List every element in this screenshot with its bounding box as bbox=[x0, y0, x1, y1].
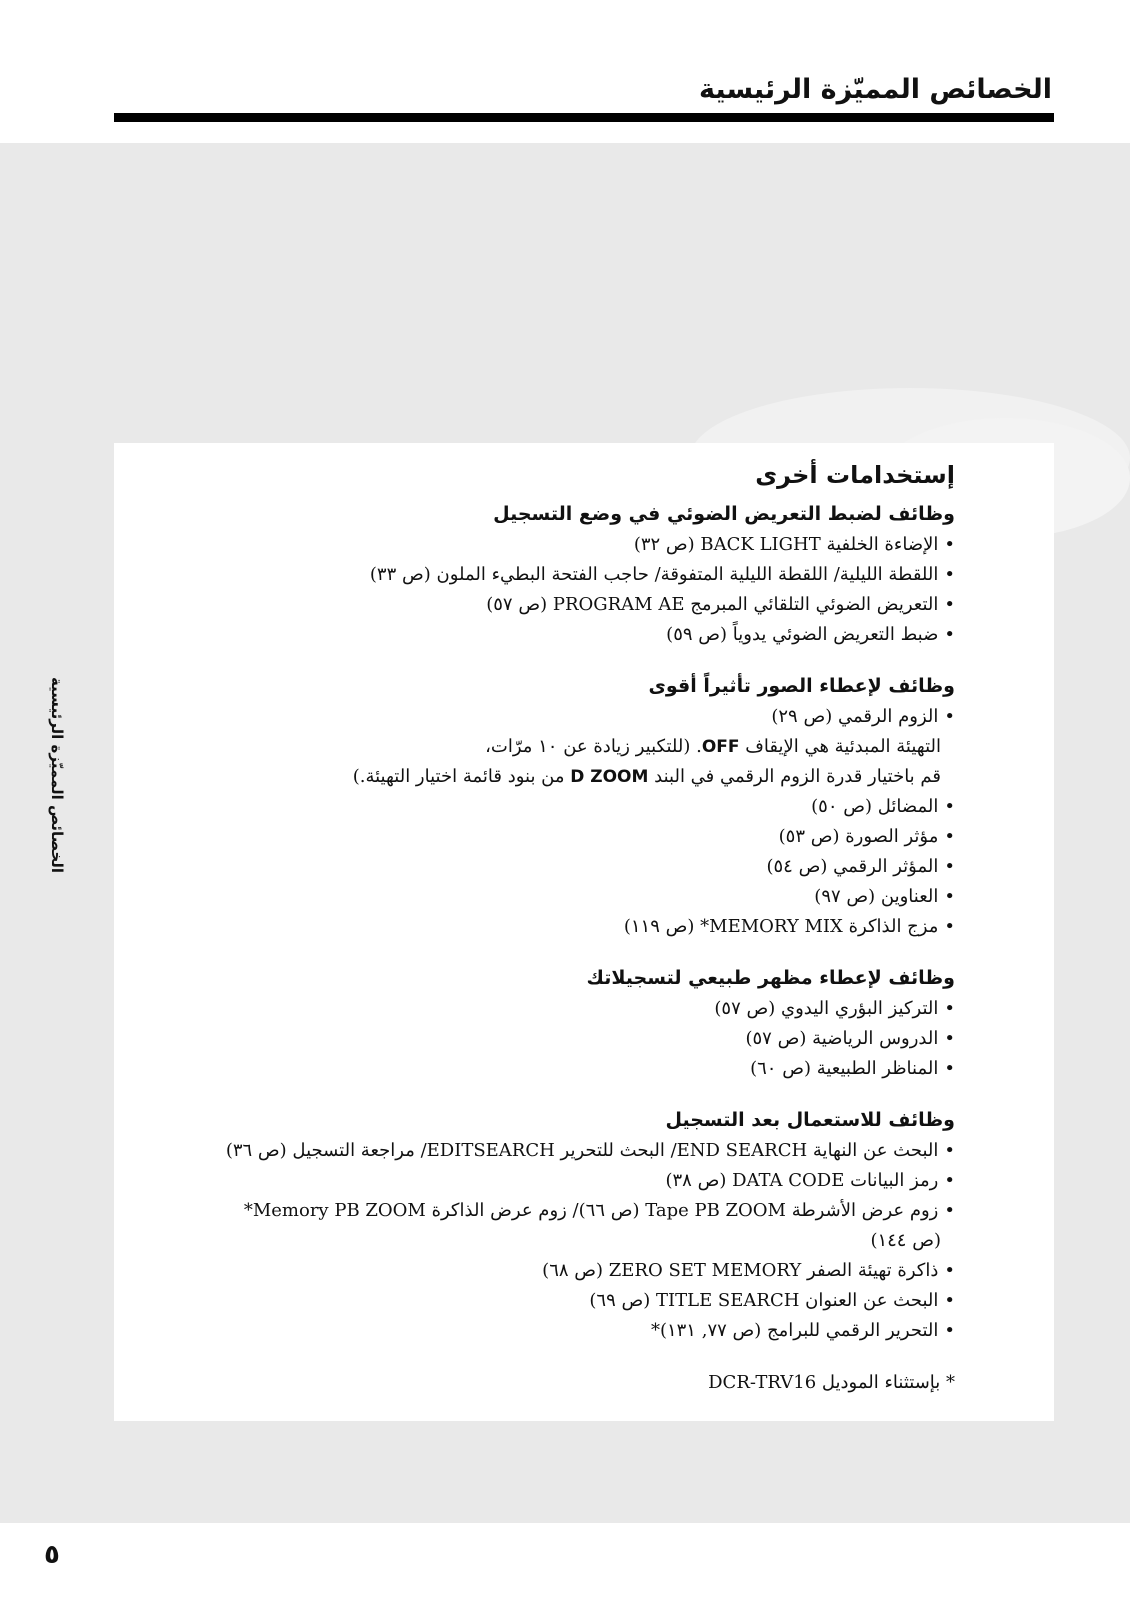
bullet: • bbox=[944, 1170, 955, 1191]
list-item bbox=[135, 882, 955, 912]
content bbox=[135, 458, 955, 1398]
item-text: رمز البيانات DATA CODE (ص ٣٨) bbox=[665, 1170, 939, 1191]
bullet: • bbox=[944, 1260, 955, 1281]
footnote: * بإستثناء الموديل DCR-TRV16 bbox=[708, 1372, 955, 1393]
section-heading: وظائف لضبط التعريض الضوئي في وضع التسجيل bbox=[493, 503, 955, 525]
list-item bbox=[135, 1316, 955, 1346]
bullet: • bbox=[944, 1200, 955, 1221]
list-item bbox=[135, 792, 955, 822]
page-number: ٥ bbox=[44, 1540, 60, 1570]
item-text: التركيز البؤري اليدوي (ص ٥٧) bbox=[714, 998, 939, 1019]
list-item bbox=[135, 912, 955, 942]
item-text: ذاكرة تهيئة الصفر ZERO SET MEMORY (ص ٦٨) bbox=[542, 1260, 939, 1281]
list-item bbox=[135, 1024, 955, 1054]
bullet: • bbox=[944, 1290, 955, 1311]
bullet: • bbox=[944, 1320, 955, 1341]
item-text: العناوين (ص ٩٧) bbox=[814, 886, 939, 907]
zoom-note-line-2 bbox=[135, 762, 955, 792]
section-heading: وظائف لإعطاء الصور تأثيراً أقوى bbox=[648, 675, 955, 697]
note-text: التهيئة المبدئية هي الإيقاف bbox=[739, 736, 941, 757]
note-text: من بنود قائمة اختيار التهيئة.) bbox=[352, 766, 571, 787]
list-item bbox=[135, 1166, 955, 1196]
item-text: البحث عن النهاية END SEARCH/ البحث للتحرير EDITSEARCH/ مراجعة التسجيل (ص ٣٦) bbox=[225, 1140, 939, 1161]
main-heading: إستخدامات أخرى bbox=[755, 461, 955, 489]
note-text: . (للتكبير زيادة عن ١٠ مرّات، bbox=[485, 736, 702, 757]
list-item bbox=[135, 1054, 955, 1084]
item-text: ضبط التعريض الضوئي يدوياً (ص ٥٩) bbox=[666, 624, 939, 645]
bullet: • bbox=[944, 1028, 955, 1049]
item-text: البحث عن العنوان TITLE SEARCH (ص ٦٩) bbox=[589, 1290, 939, 1311]
item-continuation: (ص ١٤٤) bbox=[870, 1230, 941, 1251]
item-text: الإضاءة الخلفية BACK LIGHT (ص ٣٢) bbox=[633, 534, 939, 555]
item-text: الزوم الرقمي (ص ٢٩) bbox=[771, 706, 939, 727]
note-keyword: OFF bbox=[701, 737, 740, 757]
bullet: • bbox=[944, 534, 955, 555]
list-item bbox=[135, 620, 955, 650]
item-text: التحرير الرقمي للبرامج (ص ٧٧, ١٣١)* bbox=[650, 1320, 939, 1341]
note-text: قم باختيار قدرة الزوم الرقمي في البند bbox=[648, 766, 941, 787]
bullet: • bbox=[944, 826, 955, 847]
bullet: • bbox=[944, 1058, 955, 1079]
item-text: المضائل (ص ٥٠) bbox=[811, 796, 939, 817]
page-header-title: الخصائص المميّزة الرئيسية bbox=[699, 74, 1052, 105]
list-item bbox=[135, 530, 955, 560]
bullet: • bbox=[944, 624, 955, 645]
list-item bbox=[135, 590, 955, 620]
list-item bbox=[135, 1196, 955, 1226]
item-text: الدروس الرياضية (ص ٥٧) bbox=[745, 1028, 939, 1049]
section-natural bbox=[135, 962, 955, 1084]
bullet: • bbox=[944, 594, 955, 615]
item-text: مزج الذاكرة MEMORY MIX* (ص ١١٩) bbox=[623, 916, 939, 937]
list-item bbox=[135, 702, 955, 732]
bullet: • bbox=[944, 564, 955, 585]
item-text: المؤثر الرقمي (ص ٥٤) bbox=[766, 856, 939, 877]
item-text: مؤثر الصورة (ص ٥٣) bbox=[778, 826, 939, 847]
list-item bbox=[135, 822, 955, 852]
bullet: • bbox=[944, 886, 955, 907]
zoom-note-line-1 bbox=[135, 732, 955, 762]
section-effects bbox=[135, 670, 955, 942]
list-item bbox=[135, 994, 955, 1024]
bullet: • bbox=[944, 856, 955, 877]
item-text: زوم عرض الأشرطة Tape PB ZOOM (ص ٦٦)/ زوم عرض الذاكرة Memory PB ZOOM* bbox=[243, 1200, 939, 1221]
bullet: • bbox=[944, 1140, 955, 1161]
list-item bbox=[135, 1136, 955, 1166]
list-item bbox=[135, 1256, 955, 1286]
bullet: • bbox=[944, 916, 955, 937]
item-text: المناظر الطبيعية (ص ٦٠) bbox=[750, 1058, 939, 1079]
list-item bbox=[135, 1286, 955, 1316]
bullet: • bbox=[944, 796, 955, 817]
header-rule bbox=[114, 113, 1054, 122]
side-section-label: الخصائص المميّزة الرئيسية bbox=[48, 676, 66, 874]
section-heading: وظائف للاستعمال بعد التسجيل bbox=[665, 1109, 955, 1131]
item-text: اللقطة الليلية/ اللقطة الليلية المتفوقة/ حاجب الفتحة البطيء الملون (ص ٣٣) bbox=[369, 564, 939, 585]
note-keyword: D ZOOM bbox=[570, 767, 649, 787]
section-after-recording bbox=[135, 1104, 955, 1346]
section-exposure bbox=[135, 498, 955, 650]
list-item bbox=[135, 560, 955, 590]
list-item bbox=[135, 852, 955, 882]
section-heading: وظائف لإعطاء مظهر طبيعي لتسجيلاتك bbox=[586, 967, 955, 989]
bullet: • bbox=[944, 706, 955, 727]
bullet: • bbox=[944, 998, 955, 1019]
item-text: التعريض الضوئي التلقائي المبرمج PROGRAM AE (ص ٥٧) bbox=[486, 594, 939, 615]
